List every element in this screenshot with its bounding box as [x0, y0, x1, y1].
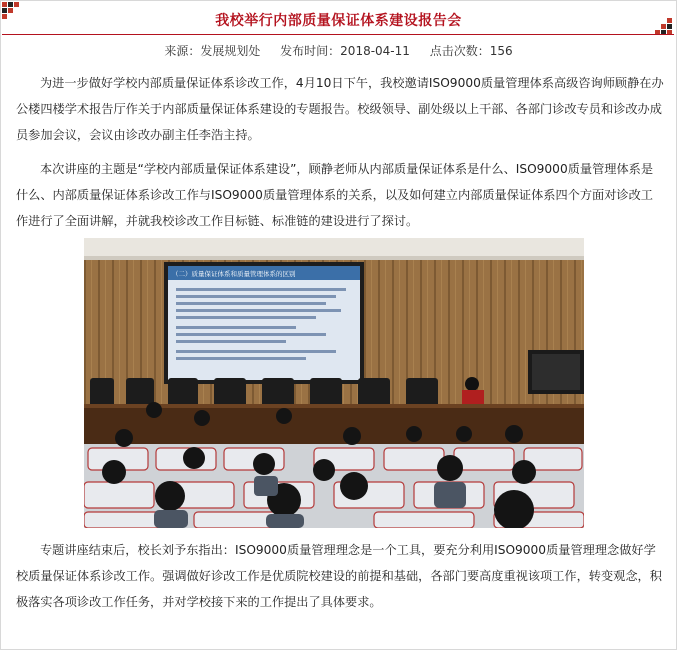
meta-clicks: 点击次数：156: [429, 44, 513, 58]
article-meta: [0, 42, 677, 59]
title-divider: [2, 34, 674, 35]
article-title: 我校举行内部质量保证体系建设报告会: [215, 13, 462, 29]
lecture-photo: [84, 238, 584, 528]
paragraph-intro: 为进一步做好学校内部质量保证体系诊改工作，4月10日下午，我校邀请ISO9000质量管理体系高级咨询师顾静在办公楼四楼学术报告厅作关于内部质量保证体系建设的专题报告。校级领导、副处级以上干部、各部门诊改专员和诊改办成员参加会议，会议由诊改办副主任李浩主持。: [16, 76, 664, 142]
meta-date: 发布时间：2018-04-11: [280, 44, 410, 58]
paragraph-conclusion: 专题讲座结束后，校长刘予东指出：ISO9000质量管理理念是一个工具，要充分利用ISO9000质量管理理念做好学校质量保证体系诊改工作。强调做好诊改工作是优质院校建设的前提和基础，各部门要高度重视该项工作，转变观念，积极落实各项诊改工作任务，并对学校接下来的工作提出了具体要求。: [16, 543, 662, 609]
slide-title: （二）质量保证体系和质量管理体系的区别: [172, 270, 296, 278]
paragraph-topic: 本次讲座的主题是“学校内部质量保证体系建设”，顾静老师从内部质量保证体系是什么、ISO9000质量管理体系是什么、内部质量保证体系诊改工作与ISO9000质量管理体系的关系，以及如何建立内部质量保证体系四个方面对诊改工作进行了全面讲解，并就我校诊改工作目标链、标准链的建设进行了探讨。: [16, 162, 654, 228]
meta-source: 来源：发展规划处: [164, 44, 261, 58]
